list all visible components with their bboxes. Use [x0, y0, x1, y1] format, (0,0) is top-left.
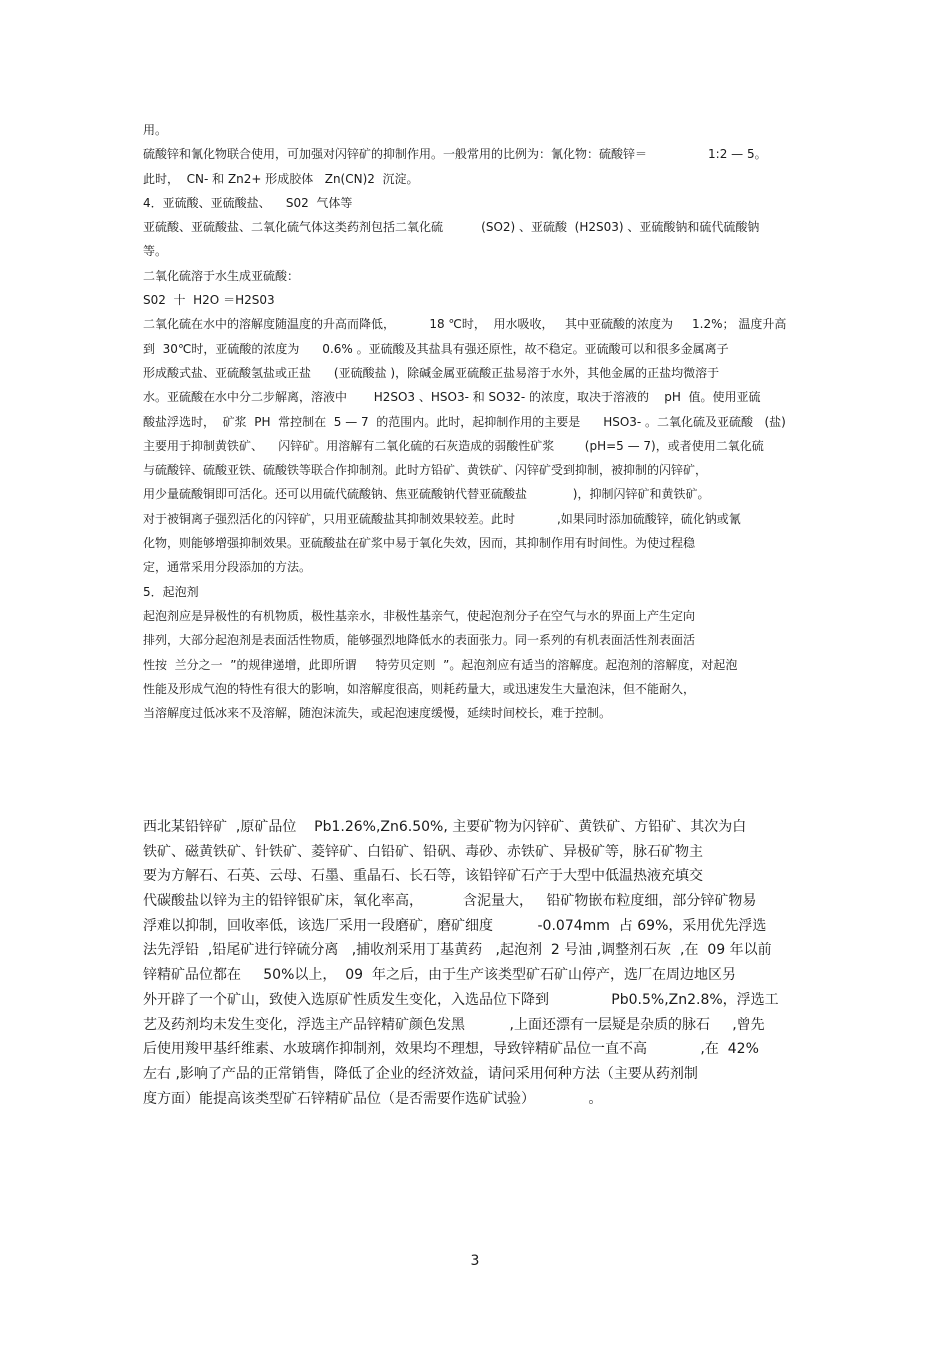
paragraph-line: 西北某铅锌矿 ,原矿品位 Pb1.26%,Zn6.50%, 主要矿物为闪锌矿、黄铁矿、方铅矿、其次为白: [143, 819, 747, 835]
paragraph-line: 浮难以抑制，回收率低，该选厂采用一段磨矿，磨矿细度 -0.074mm 占 69%，采用优先浮选: [143, 917, 767, 934]
paragraph-line: 性按 兰分之一 ”的规律递增，此即所谓 特劳贝定则 ”。起泡剂应有适当的溶解度。起泡剂的溶解度，对起泡: [143, 657, 738, 672]
paragraph-line: 酸盐浮选时， 矿浆 PH 常控制在 5 — 7 的范围内。此时，起抑制作用的主要是 HSO3- 。二氧化硫及亚硫酸 (盐): [143, 414, 786, 429]
section-heading: 5．起泡剂: [143, 584, 199, 599]
equation-line: S02 十 H2O ＝H2S03: [143, 293, 275, 308]
paragraph-line: 性能及形成气泡的特性有很大的影响，如溶解度很高，则耗药量大，或迅速发生大量泡沫，但不能耐久，: [143, 681, 696, 696]
paragraph-line: 要为方解石、石英、云母、石墨、重晶石、长石等，该铅锌矿石产于大型中低温热液充填交: [143, 868, 703, 885]
paragraph-line: 外开辟了一个矿山，致使入选原矿性质发生变化，入选品位下降到 Pb0.5%,Zn2.8%，浮选工: [143, 991, 779, 1008]
text-section-case-question: [143, 815, 823, 1111]
text-section-flotation-reagents: [143, 118, 823, 725]
paragraph-line: 此时， CN- 和 Zn2+ 形成胶体 Zn(CN)2 沉淀。: [143, 171, 419, 186]
paragraph-line: 排列，大部分起泡剂是表面活性物质，能够强烈地降低水的表面张力。同一系列的有机表面活性剂表面活: [143, 633, 696, 648]
paragraph-line: 到 30℃时，亚硫酸的浓度为 0.6% 。亚硫酸及其盐具有强还原性，故不稳定。亚硫酸可以和很多金属离子: [143, 341, 729, 356]
paragraph-line: 硫酸锌和氰化物联合使用，可加强对闪锌矿的抑制作用。一般常用的比例为：氰化物：硫酸锌＝ 1:2 — 5。: [143, 147, 767, 162]
paragraph-line: 与硫酸锌、硫酸亚铁、硫酸铁等联合作抑制剂。此时方铅矿、黄铁矿、闪锌矿受到抑制，被抑制的闪锌矿，: [143, 463, 708, 478]
paragraph-line: 度方面）能提高该类型矿石锌精矿品位（是否需要作选矿试验） 。: [143, 1090, 603, 1107]
paragraph-line: 代碳酸盐以锌为主的铅锌银矿床，氧化率高， 含泥量大， 铅矿物嵌布粒度细，部分锌矿物易: [143, 893, 757, 910]
paragraph-line: 艺及药剂均未发生变化，浮选主产品锌精矿颜色发黑 ,上面还漂有一层疑是杂质的脉石 ,曾先: [143, 1016, 765, 1033]
paragraph-line: 主要用于抑制黄铁矿、 闪锌矿。用溶解有二氧化硫的石灰造成的弱酸性矿浆 (pH=5 — 7)，或者使用二氧化硫: [143, 438, 764, 453]
paragraph-line: 当溶解度过低冰来不及溶解，随泡沫流失，或起泡速度缓慢，延续时间校长，难于控制。: [143, 706, 612, 721]
paragraph-line: 水。亚硫酸在水中分二步解离，溶液中 H2SO3 、HSO3- 和 SO32- 的浓度，取决于溶液的 pH 值。使用亚硫: [143, 390, 761, 405]
paragraph-line: 化物，则能够增强抑制效果。亚硫酸盐在矿浆中易于氧化失效，因而，其抑制作用有时间性。为使过程稳: [143, 536, 696, 551]
paragraph-line: 后使用羧甲基纤维素、水玻璃作抑制剂，效果均不理想，导致锌精矿品位一直不高 ,在 42%: [143, 1041, 759, 1058]
paragraph-line: 起泡剂应是异极性的有机物质，极性基亲水，非极性基亲气，使起泡剂分子在空气与水的界面上产生定向: [143, 608, 696, 623]
paragraph-line: 左右 ,影响了产品的正常销售，降低了企业的经济效益，请问采用何种方法（主要从药剂制: [143, 1065, 698, 1082]
paragraph-line: 法先浮铅 ,铅尾矿进行锌硫分离 ,捕收剂采用丁基黄药 ,起泡剂 2 号油 ,调整剂石灰 ,在 09 年以前: [143, 942, 772, 959]
paragraph-line: 亚硫酸、亚硫酸盐、二氧化硫气体这类药剂包括二氧化硫 (SO2) 、亚硫酸 (H2S03) 、亚硫酸钠和硫代硫酸钠: [143, 220, 760, 235]
paragraph-line: 定，通常采用分段添加的方法。: [143, 560, 312, 575]
paragraph-line: 形成酸式盐、亚硫酸氢盐或正盐 (亚硫酸盐 )，除碱金属亚硫酸正盐易溶于水外，其他金属的正盐均微溶于: [143, 365, 720, 380]
section-heading: 4．亚硫酸、亚硫酸盐、 S02 气体等: [143, 195, 353, 210]
paragraph-line: 二氧化硫溶于水生成亚硫酸：: [143, 268, 300, 283]
paragraph-line: 对于被铜离子强烈活化的闪锌矿，只用亚硫酸盐其抑制效果较差。此时 ,如果同时添加硫酸锌，硫化钠或氰: [143, 511, 741, 526]
page-number: 3: [470, 1253, 480, 1269]
paragraph-line: 二氧化硫在水中的溶解度随温度的升高而降低， 18 ℃时， 用水吸收， 其中亚硫酸的浓度为 1.2%； 温度升高: [143, 317, 787, 332]
paragraph-line: 用。: [143, 123, 168, 137]
paragraph-line: 用少量硫酸铜即可活化。还可以用硫代硫酸钠、焦亚硫酸钠代替亚硫酸盐 )，抑制闪锌矿和黄铁矿。: [143, 487, 710, 502]
paragraph-line: 锌精矿品位都在 50%以上， 09 年之后，由于生产该类型矿石矿山停产，选厂在周边地区另: [143, 967, 736, 984]
paragraph-line: 等。: [143, 244, 168, 259]
paragraph-line: 铁矿、磁黄铁矿、针铁矿、菱锌矿、白铅矿、铅矾、毒砂、赤铁矿、异极矿等，脉石矿物主: [143, 843, 703, 860]
